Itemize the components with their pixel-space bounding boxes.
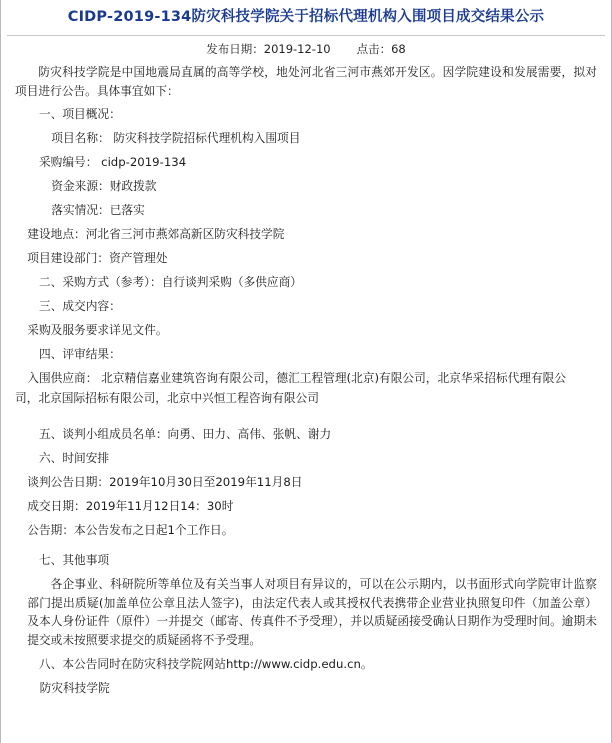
page-title: CIDP-2019-134防灾科技学院关于招标代理机构入围项目成交结果公示: [67, 9, 545, 25]
fund-source: 资金来源：财政拨款: [51, 179, 157, 194]
section-7-body: 各企事业、科研院所等单位及有关当事人对项目有异议的，可以在公示期内，以书面形式向学院审计监察部门提出质疑(加盖单位公章且法人签字)，由法定代表人或其授权代表携带企业营业执照复印件（加盖公章）及本人身份证件（原件）一并提交（邮寄、传真件不予受理），并以质疑函接受确认日期作为受理时间。逾期未提交或未按照要求提交的质疑函将不予受理。: [27, 576, 597, 648]
document-body: [1, 61, 611, 699]
section-8-title: 八、本公告同时在防灾科技学院网站http://www.cidp.edu.cn。: [38, 657, 373, 672]
implementation-status: 落实情况：已落实: [51, 203, 145, 218]
section-1-title: 一、项目概况：: [38, 107, 121, 122]
section-3-body: 采购及服务要求详见文件。: [27, 323, 168, 338]
publish-date: 发布日期：2019-12-10: [206, 41, 331, 56]
section-7-title: 七、其他事项: [38, 552, 110, 567]
section-3-title: 三、成交内容：: [38, 299, 121, 314]
build-place: 建设地点：河北省三河市燕郊高新区防灾科技学院: [27, 227, 285, 242]
announcement-period: 公告期：本公告发布之日起1个工作日。: [27, 522, 234, 537]
negotiation-notice-period: 谈判公告日期：2019年10月30日至2019年11月8日: [27, 474, 303, 489]
build-department: 项目建设部门：资产管理处: [27, 251, 168, 266]
suppliers-line-1: 入围供应商： 北京精信嘉业建筑咨询有限公司，德汇工程管理(北京)有限公司，北京华采招标代理有限公: [27, 370, 567, 385]
section-6-title: 六、时间安排: [38, 450, 110, 465]
suppliers-line-2: 司，北京国际招标有限公司，北京中兴恒工程咨询有限公司: [15, 390, 319, 405]
deal-date: 成交日期：2019年11月12日14：30时: [27, 498, 234, 513]
signature: 防灾科技学院: [39, 681, 110, 696]
purchase-number: 采购编号： cidp-2019-134: [38, 155, 187, 170]
hit-count: 点击：68: [356, 41, 406, 56]
intro-paragraph: 防灾科技学院是中国地震局直属的高等学校，地处河北省三河市燕郊开发区。因学院建设和发展需要，拟对项目进行公告。具体事宜如下：: [15, 64, 597, 98]
section-5-title: 五、谈判小组成员名单：向勇、田力、高伟、张帆、谢力: [38, 426, 332, 441]
section-4-title: 四、评审结果：: [38, 347, 121, 361]
project-name: 项目名称： 防灾科技学院招标代理机构入围项目: [51, 131, 301, 146]
section-2-title: 二、采购方式（参考）：自行谈判采购（多供应商）: [38, 275, 302, 290]
document-meta: [1, 36, 611, 61]
